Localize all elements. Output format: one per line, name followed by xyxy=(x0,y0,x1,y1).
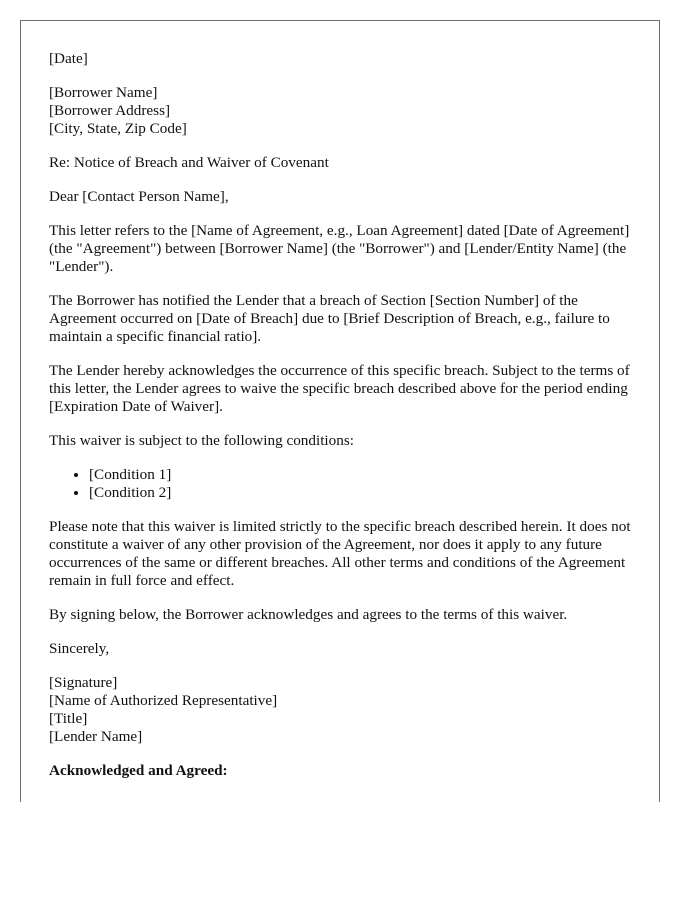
borrower-address-block xyxy=(49,84,631,138)
acknowledged-agreed-heading: Acknowledged and Agreed: xyxy=(49,762,228,779)
borrower-address: [Borrower Address] xyxy=(49,102,171,119)
subject-line: Re: Notice of Breach and Waiver of Covenant xyxy=(49,154,329,171)
signature-placeholder: [Signature] xyxy=(49,674,118,691)
salutation: Dear [Contact Person Name], xyxy=(49,188,229,205)
date-text: [Date] xyxy=(49,50,88,67)
borrower-name: [Borrower Name] xyxy=(49,84,158,101)
lender-name: [Lender Name] xyxy=(49,728,143,745)
waiver-grant-paragraph: The Lender hereby acknowledges the occurrence of this specific breach. Subject to the terms of this letter, the Lender agrees to waive the specific breach described above for the period ending [Expiration Date of Waiver]. xyxy=(49,362,630,415)
date-line xyxy=(49,50,631,68)
condition-item: • [Condition 1] xyxy=(89,466,631,484)
representative-title: [Title] xyxy=(49,710,88,727)
conditions-list xyxy=(49,466,631,502)
representative-name: [Name of Authorized Representative] xyxy=(49,692,278,709)
condition-item: • [Condition 2] xyxy=(89,484,631,502)
closing-line: Sincerely, xyxy=(49,640,110,657)
agreement-reference-paragraph: This letter refers to the [Name of Agreement, e.g., Loan Agreement] dated [Date of Agreement] (the "Agreement") between [Borrower Name] (the "Borrower") and [Lender/Entity Name] (the "Lender"). xyxy=(49,222,630,275)
borrower-city-state-zip: [City, State, Zip Code] xyxy=(49,120,187,137)
letter-page xyxy=(20,20,660,802)
limitation-paragraph: Please note that this waiver is limited strictly to the specific breach described herein. It does not constitute a waiver of any other provision of the Agreement, nor does it apply to any future occurrences of the same or different breaches. All other terms and conditions of the Agreement remain in full force and effect. xyxy=(49,518,631,589)
acknowledgement-paragraph: By signing below, the Borrower acknowledges and agrees to the terms of this waiver. xyxy=(49,606,568,623)
breach-notice-paragraph: The Borrower has notified the Lender that a breach of Section [Section Number] of the Agreement occurred on [Date of Breach] due to [Brief Description of Breach, e.g., failure to maintain a specific financial ratio]. xyxy=(49,292,610,345)
signature-block xyxy=(49,674,631,746)
conditions-intro-paragraph: This waiver is subject to the following conditions: xyxy=(49,432,354,449)
